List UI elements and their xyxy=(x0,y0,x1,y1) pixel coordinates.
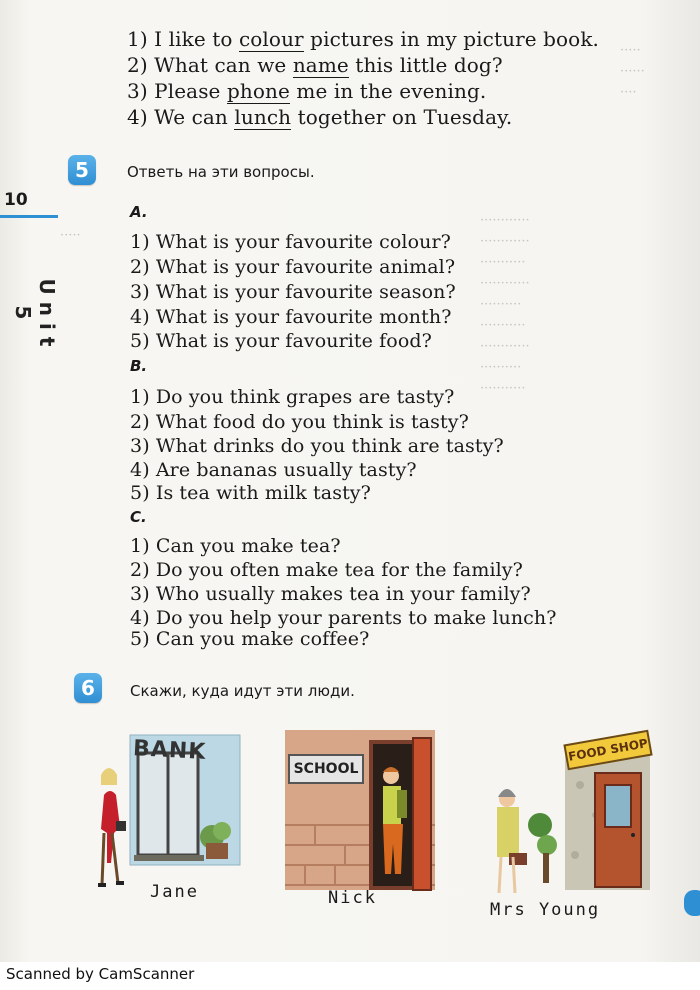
school-sign: SCHOOL xyxy=(288,754,364,784)
question: 2) What is your favourite animal? xyxy=(130,256,456,278)
underlined-word: name xyxy=(292,53,349,77)
list-item: 3) Please phone me in the evening. xyxy=(127,79,487,103)
bank-sign: BANK xyxy=(132,736,207,765)
question: 5) Can you make coffee? xyxy=(130,628,370,650)
question: 1) Do you think grapes are tasty? xyxy=(130,386,455,408)
bleed-through-text: ····· ······ ···· xyxy=(620,43,645,100)
unit-label: Unit 5 xyxy=(11,278,59,354)
underlined-word: phone xyxy=(226,79,290,103)
question: 4) Do you help your parents to make lunch? xyxy=(130,607,557,629)
underlined-word: lunch xyxy=(234,105,292,129)
bleed-through-text: ····· xyxy=(60,228,81,243)
question: 3) Who usually makes tea in your family? xyxy=(130,583,531,605)
scanner-footer xyxy=(0,962,700,990)
picture-caption: Jane xyxy=(150,882,199,902)
exercise-number-badge: 5 xyxy=(68,155,96,185)
question: 5) Is tea with milk tasty? xyxy=(130,482,371,504)
page-number: 10 xyxy=(4,190,28,210)
question: 2) What food do you think is tasty? xyxy=(130,411,469,433)
scanner-watermark-text: Scanned by CamScanner xyxy=(6,965,195,983)
list-item: 1) I like to colour pictures in my picture book. xyxy=(127,27,600,51)
question: 3) What drinks do you think are tasty? xyxy=(130,435,504,457)
list-item: 4) We can lunch together on Tuesday. xyxy=(127,105,513,129)
question: 3) What is your favourite season? xyxy=(130,281,456,303)
exercise-number-badge: 6 xyxy=(74,673,102,703)
page-number-underline xyxy=(0,215,58,218)
question: 4) What is your favourite month? xyxy=(130,306,452,328)
section-label: B. xyxy=(130,357,148,375)
section-label: A. xyxy=(130,203,148,221)
question: 1) Can you make tea? xyxy=(130,535,341,557)
list-item: 2) What can we name this little dog? xyxy=(127,53,503,77)
bleed-through-text: ············ ············ ··········· ············ ·········· ··········· ············ ·········· ··········· xyxy=(480,213,530,396)
exercise-instruction: Ответь на эти вопросы. xyxy=(127,163,315,181)
picture-caption: Nick xyxy=(328,888,377,908)
exercise-instruction: Скажи, куда идут эти люди. xyxy=(130,682,355,700)
question: 2) Do you often make tea for the family? xyxy=(130,559,523,581)
underlined-word: colour xyxy=(238,27,304,51)
question: 4) Are bananas usually tasty? xyxy=(130,459,417,481)
picture-caption: Mrs Young xyxy=(490,900,601,920)
page-edge-tab xyxy=(684,890,700,916)
question: 1) What is your favourite colour? xyxy=(130,231,451,253)
question: 5) What is your favourite food? xyxy=(130,330,432,352)
food-shop-sign: FOOD SHOP xyxy=(563,730,652,771)
section-label: C. xyxy=(130,508,147,526)
